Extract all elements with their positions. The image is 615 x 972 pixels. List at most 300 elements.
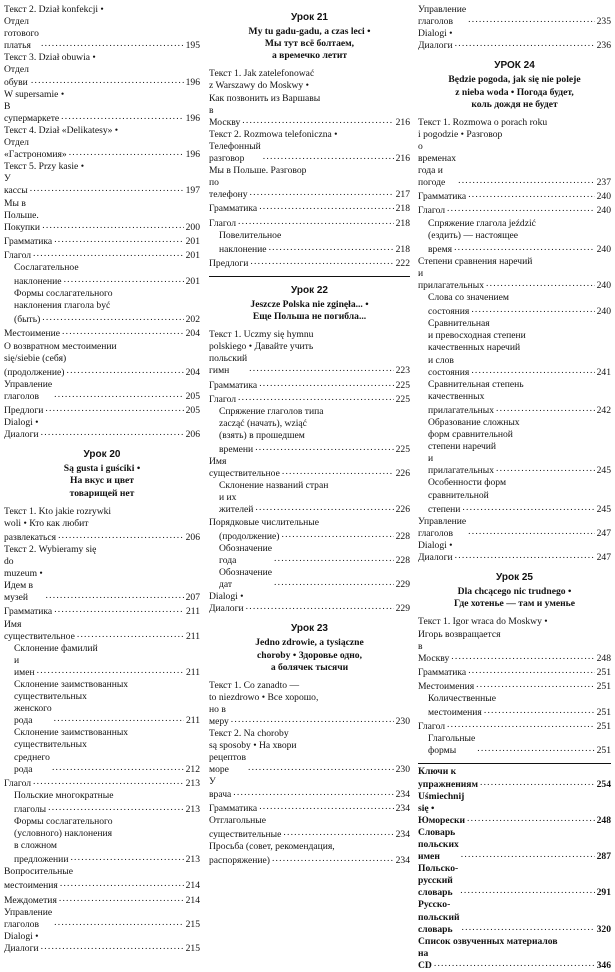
toc-entry-text: Сравнительная степень xyxy=(428,378,524,390)
toc-entry-text: наклонение xyxy=(219,243,267,255)
toc-entry xyxy=(4,365,200,379)
toc-leader-dots xyxy=(462,502,594,514)
toc-entry-text: время xyxy=(428,243,453,255)
toc-entry xyxy=(209,752,410,776)
toc-entry-text: существительные xyxy=(209,828,282,840)
toc-page-number: 247 xyxy=(596,552,611,564)
toc-leader-dots xyxy=(64,274,184,286)
toc-entry-text: Просьба (совет, рекомендация, xyxy=(209,840,335,852)
toc-entry xyxy=(418,679,611,693)
toc-entry-text: Отдел готового платья xyxy=(4,16,39,52)
toc-page-number: 229 xyxy=(395,579,410,591)
toc-entry xyxy=(209,591,410,615)
section-divider xyxy=(209,276,410,277)
toc-leader-dots xyxy=(434,958,595,970)
toc-entry-text: Глагол xyxy=(418,205,446,217)
toc-entry xyxy=(209,392,410,406)
lesson-heading: УРОК 24 xyxy=(494,60,535,72)
toc-entry xyxy=(418,899,611,935)
toc-entry-text: Мы в Польше. Разговор xyxy=(209,165,307,177)
toc-entry-text: Глагол xyxy=(209,217,237,229)
toc-entry xyxy=(209,543,410,567)
toc-entry-text: Предлоги xyxy=(4,405,44,416)
toc-entry xyxy=(418,540,611,564)
toc-entry xyxy=(418,218,611,230)
toc-leader-dots xyxy=(30,183,184,195)
toc-column-3 xyxy=(418,4,611,972)
lesson-title-line: Где хотенье — там и уменье xyxy=(453,598,576,610)
toc-leader-dots xyxy=(471,304,594,316)
toc-entry xyxy=(418,863,611,899)
toc-entry xyxy=(4,544,200,556)
toc-leader-dots xyxy=(471,365,594,377)
toc-page-number: 240 xyxy=(596,306,611,318)
toc-entry xyxy=(4,101,200,125)
toc-page-number: 201 xyxy=(185,276,200,288)
lesson-title-line: Jeszcze Polska nie zginęła... • xyxy=(250,298,369,310)
toc-entry-text: Образование сложных xyxy=(428,417,520,428)
toc-entry xyxy=(209,728,410,740)
toc-entry-text: polskiego • Давайте учить xyxy=(209,341,314,353)
toc-entry-text: Отглагольные xyxy=(209,814,266,826)
toc-entry-text: и превосходная степени xyxy=(428,330,526,342)
toc-entry xyxy=(418,117,611,129)
toc-entry-text: Текст 2. Dział konfekcji • xyxy=(4,4,104,15)
toc-entry xyxy=(418,477,611,489)
lesson-title-line: Dla chcącego nic trudnego • xyxy=(457,586,572,598)
toc-entry-text: Предлоги xyxy=(209,257,249,269)
toc-entry-text: по телефону xyxy=(209,177,248,201)
toc-page-number: 201 xyxy=(185,249,200,261)
toc-entry xyxy=(209,242,410,256)
toc-page-number: 204 xyxy=(185,366,200,378)
toc-page-number: 234 xyxy=(395,802,410,814)
toc-entry xyxy=(418,665,611,679)
toc-entry xyxy=(4,173,200,197)
toc-page-number: 213 xyxy=(185,854,200,866)
toc-page-number: 242 xyxy=(596,404,611,416)
toc-page-number: 226 xyxy=(395,468,410,480)
toc-leader-dots xyxy=(54,604,184,616)
toc-page-number: 206 xyxy=(185,429,200,441)
toc-entry-text: (продолжение) xyxy=(219,530,280,542)
toc-page-number: 205 xyxy=(185,405,200,416)
section-divider xyxy=(418,763,611,764)
toc-page-number: 245 xyxy=(596,503,611,515)
toc-entry-text: Текст 1. Rozmowa o porach roku xyxy=(418,116,548,128)
toc-entry xyxy=(4,16,200,52)
toc-entry-text: Dialogi • Диалоги xyxy=(418,28,453,52)
toc-page-number: 247 xyxy=(596,527,611,539)
toc-entry-text: Глагол xyxy=(209,393,237,405)
toc-entry xyxy=(4,300,200,312)
toc-entry-text: Имя существительное xyxy=(4,618,75,642)
toc-leader-dots xyxy=(484,705,595,717)
toc-entry xyxy=(4,931,200,955)
toc-entry xyxy=(209,378,410,392)
toc-entry-text: woli • Кто как любит xyxy=(4,517,89,529)
toc-leader-dots xyxy=(454,242,595,254)
toc-entry xyxy=(418,189,611,203)
lesson-heading: Урок 21 xyxy=(291,12,328,23)
toc-entry-text: Вопросительные xyxy=(4,866,74,878)
toc-entry-text: (условного) наклонения xyxy=(14,828,113,840)
toc-leader-dots xyxy=(272,853,394,865)
toc-leader-dots xyxy=(69,147,184,159)
toc-entry xyxy=(209,480,410,492)
toc-entry xyxy=(209,442,410,456)
lesson-heading: Урок 25 xyxy=(496,572,533,584)
toc-page-number: 215 xyxy=(185,918,200,930)
toc-entry-text: Грамматика xyxy=(209,203,258,215)
toc-entry-text: do muzeum • Идем в музей xyxy=(4,556,43,604)
toc-entry-text: Глагольные формы xyxy=(428,733,476,757)
toc-entry xyxy=(418,304,611,318)
toc-page-number: 222 xyxy=(395,257,410,269)
toc-page-number: 211 xyxy=(185,666,200,678)
toc-entry-text: Степени сравнения наречий xyxy=(418,255,533,267)
toc-entry-text: Имя существительное xyxy=(209,456,280,480)
toc-entry xyxy=(209,430,410,442)
toc-entry xyxy=(4,530,200,544)
toc-entry-text: среднего рода xyxy=(14,751,50,775)
toc-leader-dots xyxy=(238,216,394,228)
toc-entry-text: Повелительное xyxy=(219,229,282,241)
toc-entry xyxy=(418,693,611,705)
toc-entry-text: и имен xyxy=(14,654,35,678)
lesson-title-line: Są gusta i guściki • xyxy=(63,463,141,475)
toc-entry xyxy=(418,129,611,141)
toc-page-number: 201 xyxy=(185,235,200,247)
toc-entry-text: Управление глаголов xyxy=(418,4,467,28)
toc-leader-dots xyxy=(255,502,393,514)
toc-entry-text: Как позвонить из Варшавы xyxy=(209,92,321,104)
toc-leader-dots xyxy=(231,714,394,726)
toc-page-number: 218 xyxy=(395,203,410,215)
toc-entry xyxy=(209,80,410,92)
toc-entry-text: Текст 1. Igor wraca do Moskwy • xyxy=(418,616,548,628)
toc-entry-text: Грамматика xyxy=(418,666,467,678)
toc-entry-text: Текст 5. Przy kasie • xyxy=(4,161,85,173)
toc-column-2 xyxy=(209,4,410,867)
toc-leader-dots xyxy=(460,885,594,897)
toc-page-number: 218 xyxy=(395,217,410,229)
toc-page-number: 235 xyxy=(596,16,611,28)
toc-leader-dots xyxy=(66,365,183,377)
lesson-title-line: коль дождя не будет xyxy=(471,98,558,110)
toc-page-number: 254 xyxy=(596,778,611,790)
toc-entry xyxy=(209,567,410,591)
toc-leader-dots xyxy=(48,802,184,814)
toc-entry-text: в Москву xyxy=(418,640,450,664)
toc-entry xyxy=(418,827,611,863)
toc-entry-text: женского рода xyxy=(14,703,52,727)
toc-entry xyxy=(4,326,200,340)
toc-entry-text: Dialogi • Диалоги xyxy=(4,930,39,954)
toc-entry xyxy=(4,852,200,866)
toc-entry-text: У врача xyxy=(209,776,232,800)
toc-entry xyxy=(209,406,410,418)
toc-entry-text: i pogodzie • Разговор xyxy=(418,128,503,140)
toc-entry-text: Dialogi • Диалоги xyxy=(418,539,453,564)
toc-entry-text: Текст 4. Dział «Delikatesy» • xyxy=(4,124,119,136)
toc-leader-dots xyxy=(37,665,184,677)
toc-entry-text: Мы в Польше. Покупки xyxy=(4,197,40,233)
toc-page-number: 234 xyxy=(395,828,410,840)
toc-leader-dots xyxy=(455,38,595,50)
toc-entry xyxy=(209,105,410,129)
toc-entry xyxy=(4,703,200,727)
toc-entry xyxy=(4,619,200,643)
lesson-title-line: а времечко летит xyxy=(271,50,348,62)
toc-leader-dots xyxy=(46,590,184,602)
toc-entry-text: существительных xyxy=(14,739,87,751)
toc-leader-dots xyxy=(250,256,393,268)
toc-entry-text: существительных xyxy=(14,691,87,703)
toc-page-number: 240 xyxy=(596,191,611,203)
lesson-title-line: Еще Польша не погибла... xyxy=(252,311,367,323)
toc-entry-text: Управление глаголов xyxy=(418,515,467,539)
toc-entry xyxy=(209,776,410,800)
toc-page-number: 213 xyxy=(185,803,200,815)
toc-entry xyxy=(418,502,611,516)
toc-page-number: 217 xyxy=(395,189,410,201)
toc-leader-dots xyxy=(54,713,184,725)
toc-entry xyxy=(209,230,410,242)
toc-leader-dots xyxy=(248,762,394,774)
toc-entry-text: Текст 3. Dział obuwia • xyxy=(4,52,96,64)
toc-entry-text: но в меру xyxy=(209,703,229,727)
toc-entry-text: сравнительной xyxy=(428,489,489,501)
toc-leader-dots xyxy=(242,115,393,127)
toc-page-number: 230 xyxy=(395,715,410,727)
toc-entry xyxy=(4,125,200,137)
toc-entry-text: У кассы xyxy=(4,173,28,197)
toc-entry xyxy=(418,203,611,217)
toc-page-number: 234 xyxy=(395,855,410,866)
toc-entry xyxy=(418,629,611,641)
toc-entry xyxy=(4,312,200,326)
toc-entry-text: Слова со значением xyxy=(428,292,509,304)
toc-entry xyxy=(4,893,200,907)
toc-entry xyxy=(418,403,611,417)
toc-entry-text: качественных xyxy=(428,390,485,402)
toc-entry xyxy=(209,853,410,867)
toc-page-number: 287 xyxy=(596,851,611,863)
toc-page-number: 200 xyxy=(185,221,200,233)
toc-page-number: 214 xyxy=(185,880,200,892)
toc-entry-text: в сложном xyxy=(14,840,57,852)
toc-entry xyxy=(418,948,611,972)
toc-entry-text: о временах года и погоде xyxy=(418,140,457,189)
toc-entry-text: Список озвученных материалов xyxy=(418,935,558,947)
toc-entry-text: Текст 2. Wybieramy się xyxy=(4,543,97,555)
toc-entry-text: Формы сослагательного xyxy=(14,288,113,300)
toc-entry-text: Текст 1. Kto jakie rozrywki xyxy=(4,505,112,517)
toc-leader-dots xyxy=(41,427,184,439)
toc-leader-dots xyxy=(274,553,394,565)
toc-entry xyxy=(4,4,200,16)
toc-leader-dots xyxy=(447,203,595,215)
toc-entry-text: Спряжение глаголов типа xyxy=(219,405,324,417)
toc-entry-text: Склонение заимствованных xyxy=(14,727,129,739)
toc-entry xyxy=(418,379,611,391)
toc-leader-dots xyxy=(33,776,184,788)
toc-entry xyxy=(209,680,410,692)
toc-entry-text: Текст 1. Co zanadto — xyxy=(209,679,300,691)
toc-entry xyxy=(4,274,200,288)
toc-leader-dots xyxy=(281,529,393,541)
lesson-title-line: My tu gadu-gadu, a czas leci • xyxy=(248,26,371,38)
toc-entry xyxy=(418,4,611,28)
toc-entry-text: zacząć (начать), wziąć xyxy=(219,417,307,429)
toc-entry xyxy=(418,242,611,256)
toc-entry xyxy=(418,936,611,948)
toc-page-number: 237 xyxy=(596,177,611,189)
toc-page-number: 248 xyxy=(596,814,611,826)
toc-entry-text: Порядковые числительные xyxy=(209,516,320,528)
toc-leader-dots xyxy=(70,852,183,864)
toc-entry-text: наклонения глагола być xyxy=(14,300,111,312)
toc-entry xyxy=(4,137,200,161)
toc-entry xyxy=(4,234,200,248)
toc-entry xyxy=(418,417,611,429)
toc-page-number: 240 xyxy=(596,279,611,291)
toc-leader-dots xyxy=(274,577,394,589)
toc-entry-text: (ездить) — настоящее xyxy=(428,229,519,241)
toc-entry xyxy=(4,655,200,679)
toc-page-number: 211 xyxy=(185,606,200,618)
toc-page-number: 196 xyxy=(185,149,200,161)
toc-entry xyxy=(4,691,200,703)
toc-entry xyxy=(4,262,200,274)
toc-page-number: 218 xyxy=(395,243,410,255)
toc-entry xyxy=(4,679,200,691)
toc-page-number: 197 xyxy=(185,185,200,197)
lesson-title-line: На вкус и цвет xyxy=(70,475,134,487)
toc-leader-dots xyxy=(33,248,184,260)
toc-entry-text: и прилагательных xyxy=(428,453,495,477)
toc-entry-text: состояния xyxy=(428,306,470,318)
toc-page-number: 245 xyxy=(596,465,611,477)
toc-page-number: 214 xyxy=(185,894,200,906)
lesson-title-line: а болячек тысячи xyxy=(270,661,349,673)
toc-entry-text: Сравнительная xyxy=(428,318,490,330)
toc-leader-dots xyxy=(59,893,184,905)
toc-leader-dots xyxy=(455,550,595,562)
toc-entry xyxy=(418,453,611,477)
toc-entry xyxy=(4,506,200,518)
toc-entry xyxy=(209,256,410,270)
toc-entry xyxy=(4,288,200,300)
toc-entry-text: Dialogi • Диалоги xyxy=(4,417,39,441)
toc-entry xyxy=(418,719,611,733)
toc-entry xyxy=(4,556,200,604)
toc-entry xyxy=(209,93,410,105)
toc-entry-text: Склонение заимствованных xyxy=(14,678,129,690)
toc-entry-text: to niezdrowo • Все хорошо, xyxy=(209,691,319,703)
toc-page-number: 241 xyxy=(596,366,611,378)
toc-leader-dots xyxy=(42,312,183,324)
toc-leader-dots xyxy=(246,601,394,613)
toc-entry xyxy=(4,643,200,655)
toc-entry-text: Грамматика xyxy=(4,235,53,247)
toc-entry xyxy=(4,89,200,101)
toc-entry-text: Dialogi • Диалоги xyxy=(209,591,244,615)
toc-entry xyxy=(418,516,611,540)
toc-entry xyxy=(418,616,611,628)
toc-entry xyxy=(4,341,200,353)
toc-entry-text: польский гимн xyxy=(209,353,248,377)
toc-entry xyxy=(4,866,200,878)
toc-entry-text: местоимения xyxy=(4,880,58,892)
toc-page-number: 225 xyxy=(395,379,410,391)
toc-entry xyxy=(4,353,200,365)
toc-entry xyxy=(209,216,410,230)
toc-entry xyxy=(418,230,611,242)
toc-page-number: 240 xyxy=(596,205,611,217)
toc-page-number: 216 xyxy=(395,116,410,128)
toc-entry xyxy=(4,518,200,530)
toc-entry xyxy=(4,64,200,88)
toc-leader-dots xyxy=(52,762,184,774)
toc-entry xyxy=(4,907,200,931)
toc-entry xyxy=(4,739,200,751)
toc-leader-dots xyxy=(259,801,393,813)
toc-entry xyxy=(418,342,611,354)
toc-entry xyxy=(418,429,611,441)
toc-leader-dots xyxy=(249,363,393,375)
toc-entry xyxy=(209,141,410,165)
toc-leader-dots xyxy=(42,220,183,232)
toc-entry xyxy=(209,456,410,480)
toc-leader-dots xyxy=(477,743,594,755)
toc-leader-dots xyxy=(255,442,393,454)
toc-entry-text: Текст 2. Na choroby xyxy=(209,728,289,740)
toc-entry-text: Сослагательное xyxy=(14,261,79,273)
toc-entry-text: Грамматика xyxy=(209,379,258,391)
toc-leader-dots xyxy=(468,14,594,26)
toc-entry xyxy=(418,641,611,665)
toc-entry-text: Текст 1. Uczmy się hymnu xyxy=(209,329,314,341)
toc-page-number: 195 xyxy=(185,40,200,52)
toc-page-number: 211 xyxy=(185,630,200,642)
toc-entry-text: Склонение названий стран xyxy=(219,480,329,492)
toc-entry-text: Междометия xyxy=(4,894,57,906)
lesson-heading: Урок 23 xyxy=(291,623,328,635)
toc-entry-text: Глагол xyxy=(4,777,32,789)
lesson-title-line: товарищей нет xyxy=(69,487,135,499)
toc-entry-text: О возвратном местоимении xyxy=(4,340,117,352)
toc-entry xyxy=(209,517,410,529)
toc-page-number: 196 xyxy=(185,112,200,124)
toc-entry xyxy=(209,201,410,215)
toc-entry-text: Местоимения xyxy=(418,680,475,692)
lesson-title-line: Jedno zdrowie, a tysiączne xyxy=(255,637,364,649)
toc-entry xyxy=(418,441,611,453)
toc-leader-dots xyxy=(58,530,184,542)
toc-entry-text: В супермаркете xyxy=(4,100,60,124)
toc-leader-dots xyxy=(233,787,393,799)
toc-entry-text: времени xyxy=(219,444,254,455)
toc-entry-text: Словарь польских имен xyxy=(418,826,459,863)
toc-leader-dots xyxy=(41,941,184,953)
toc-entry-text: форм сравнительной xyxy=(428,429,513,441)
toc-entry-text: Глагол xyxy=(4,249,32,261)
toc-entry-text: предложении xyxy=(14,854,69,866)
toc-entry xyxy=(209,827,410,841)
toc-entry xyxy=(418,705,611,719)
